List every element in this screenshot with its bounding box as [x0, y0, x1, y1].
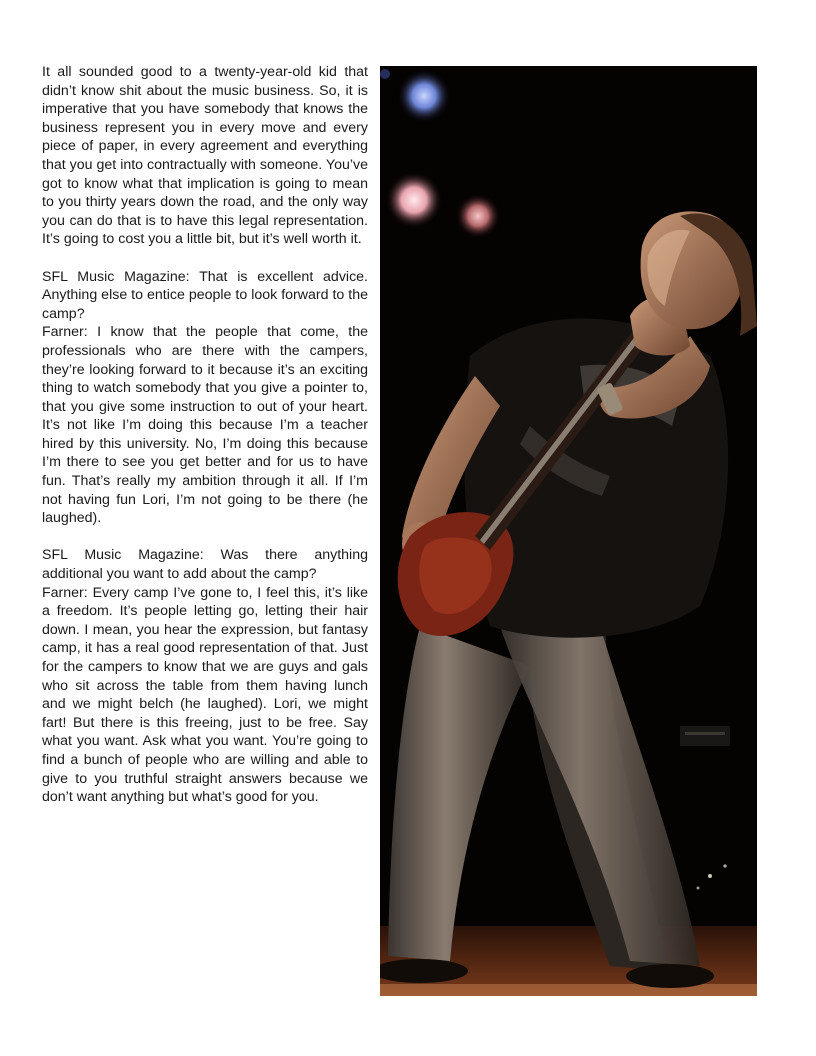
paragraph-spacer [42, 249, 368, 268]
interview-question: SFL Music Magazine: Was there anything additional you want to add about the camp? [42, 547, 368, 583]
paragraph-legal-advice: It all sounded good to a twenty-year-old kid that didn’t know shit about the music business. So, it is imperative that you have somebody that knows the business represent you in every move and every piece of paper, in every agreement and everything that you get into contractually with someone. You’ve got to know what that implication is going to mean to you thirty years down the road, and the only way you can do that is to have this legal representation. It’s going to cost you a little bit, but it’s well worth it. [42, 64, 368, 248]
concert-photo [380, 66, 757, 996]
interview-answer: Farner: I know that the people that come, the professionals who are there with the campers, they’re looking forward to it because it’s an exciting thing to watch somebody that you give a pointer to, that you give some instruction to out of your heart. It’s not like I’m doing this because I’m a teacher hired by this university. No, I’m doing this because I’m there to see you get better and for us to have fun. That’s really my ambition through it all. If I’m not having fun Lori, I’m not going to be there (he laughed). [42, 324, 368, 527]
guitarist-illustration [380, 66, 757, 996]
article-text-column [42, 63, 368, 807]
interview-question: SFL Music Magazine: That is excellent advice. Anything else to entice people to look forward to the camp? [42, 268, 368, 322]
interview-answer: Farner: Every camp I’ve gone to, I feel this, it’s like a freedom. It’s people letting go, letting their hair down. I mean, you hear the expression, but fantasy camp, it has a real good representation of that. Just for the campers to know that we are guys and gals who sit across the table from them having lunch and we might belch (he laughed). Lori, we might fart! But there is this freeing, just to be free. Say what you want. Ask what you want. You’re going to find a bunch of people who are willing and able to give to you truthful straight answers because we don’t want anything but what’s good for you. [42, 584, 368, 806]
stage-light-icon [456, 194, 500, 238]
paragraph-spacer [42, 528, 368, 547]
stage-light-icon [398, 70, 450, 122]
stage-light-icon [386, 172, 442, 228]
